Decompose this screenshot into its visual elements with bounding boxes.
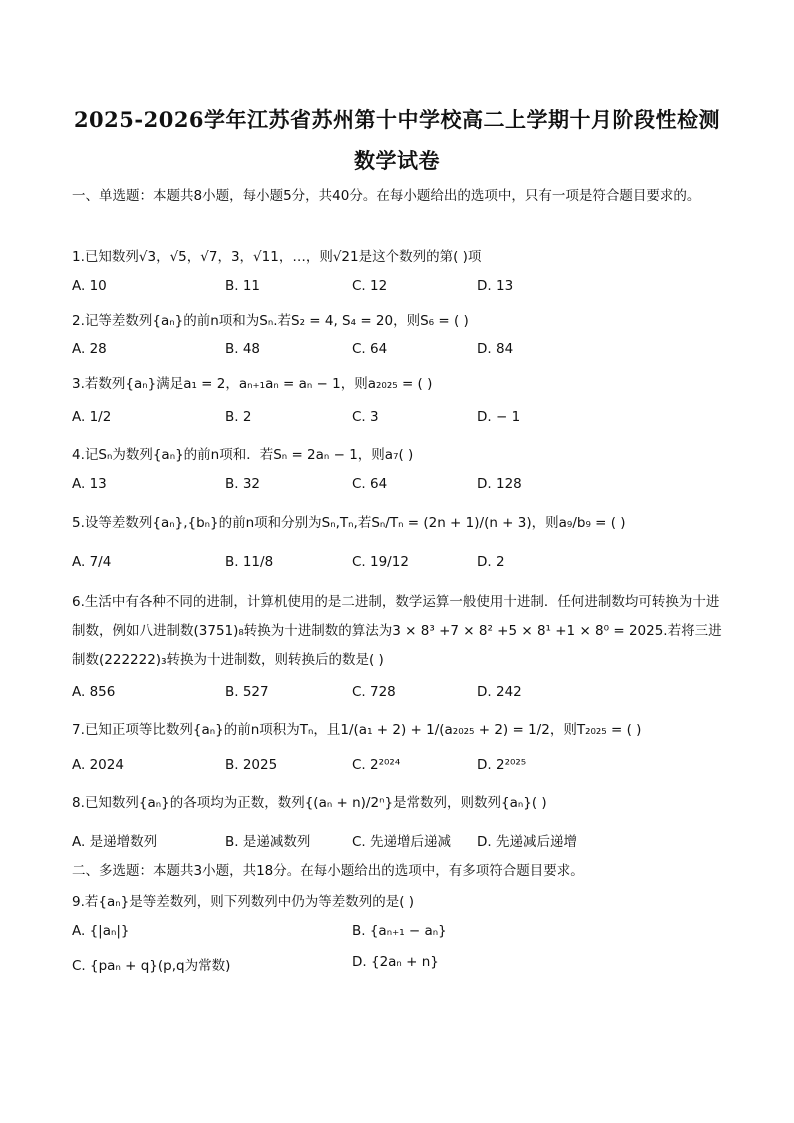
question-3-options (72, 409, 732, 431)
option-a: A. 是递增数列 (72, 834, 158, 850)
option-c: C. 3 (352, 409, 379, 425)
option-b: B. 11/8 (225, 554, 274, 570)
option-a: A. {|aₙ|} (72, 923, 130, 939)
option-d: D. 84 (477, 341, 514, 357)
option-c: C. 先递增后递减 (352, 834, 452, 850)
question-4-stem: 4.记Sₙ为数列{aₙ}的前n项和．若Sₙ = 2aₙ − 1，则a₇( ) (72, 447, 414, 463)
question-2-stem: 2.记等差数列{aₙ}的前n项和为Sₙ.若S₂ = 4, S₄ = 20，则S₆ = ( ) (72, 313, 469, 329)
question-2-options (72, 341, 732, 363)
section-2-heading: 二、多选题：本题共3小题，共18分。在每小题给出的选项中，有多项符合题目要求。 (72, 863, 584, 879)
option-b: B. 48 (225, 341, 261, 357)
question-8-options (72, 830, 732, 852)
option-c: C. 12 (352, 278, 388, 294)
option-d: D. − 1 (477, 409, 521, 425)
option-d: D. 13 (477, 278, 514, 294)
question-7-options (72, 757, 732, 779)
option-b: B. 2 (225, 409, 252, 425)
question-5-stem: 5.设等差数列{aₙ},{bₙ}的前n项和分别为Sₙ,Tₙ,若Sₙ/Tₙ = (2n + 1)/(n + 3)，则a₉/b₉ = ( ) (72, 515, 626, 531)
option-b: B. 11 (225, 278, 261, 294)
option-d: D. 242 (477, 684, 522, 700)
question-3-stem: 3.若数列{aₙ}满足a₁ = 2，aₙ₊₁aₙ = aₙ − 1，则a₂₀₂₅ = ( ) (72, 376, 433, 392)
exam-title: 2025-2026学年江苏省苏州第十中学校高二上学期十月阶段性检测 (73, 107, 721, 132)
option-a: A. 7/4 (72, 554, 112, 570)
section-1-heading: 一、单选题：本题共8小题，每小题5分，共40分。在每小题给出的选项中，只有一项是符合题目要求的。 (72, 188, 701, 204)
option-c: C. 2²⁰²⁴ (352, 757, 401, 773)
option-c: C. 64 (352, 341, 388, 357)
option-b: B. 527 (225, 684, 269, 700)
option-c: C. 19/12 (352, 554, 409, 570)
question-9-options-row-1 (72, 923, 732, 945)
option-b: B. 32 (225, 476, 261, 492)
question-5-options (72, 554, 732, 576)
option-a: A. 856 (72, 684, 116, 700)
option-a: A. 2024 (72, 757, 124, 773)
option-a: A. 13 (72, 476, 107, 492)
option-d: D. 2 (477, 554, 505, 570)
option-a: A. 10 (72, 278, 107, 294)
exam-subtitle: 数学试卷 (354, 148, 440, 173)
option-c: C. 728 (352, 684, 396, 700)
option-d: D. 先递减后递增 (477, 834, 577, 850)
option-a: A. 28 (72, 341, 107, 357)
question-1-options (72, 278, 732, 300)
question-9-options-row-2 (72, 954, 732, 976)
option-d: D. 2²⁰²⁵ (477, 757, 527, 773)
question-1-stem: 1.已知数列√3，√5，√7，3，√11，…，则√21是这个数列的第( )项 (72, 249, 482, 265)
question-7-stem: 7.已知正项等比数列{aₙ}的前n项积为Tₙ，且1/(a₁ + 2) + 1/(a₂₀₂₅ + 2) = 1/2，则T₂₀₂₅ = ( ) (72, 722, 642, 738)
option-a: A. 1/2 (72, 409, 112, 425)
option-b: B. 2025 (225, 757, 278, 773)
question-8-stem: 8.已知数列{aₙ}的各项均为正数，数列{(aₙ + n)/2ⁿ}是常数列，则数列{aₙ}( ) (72, 795, 547, 811)
question-9-stem: 9.若{aₙ}是等差数列，则下列数列中仍为等差数列的是( ) (72, 894, 415, 910)
option-c: C. 64 (352, 476, 388, 492)
option-c: C. {paₙ + q}(p,q为常数) (72, 958, 231, 974)
option-b: B. 是递减数列 (225, 834, 311, 850)
question-6-options (72, 684, 732, 706)
option-d: D. 128 (477, 476, 522, 492)
option-b: B. {aₙ₊₁ − aₙ} (352, 923, 447, 939)
question-6-stem: 6.生活中有各种不同的进制，计算机使用的是二进制，数学运算一般使用十进制．任何进制数均可转换为十进制数，例如八进制数(3751)₈转换为十进制数的算法为3 × 8³ +7 × 8² +5 × 8¹ +1 × 8⁰ = 2025.若将三进制数(222222)₃转换为十进制数，则转换后的数是( ) (72, 594, 722, 668)
question-4-options (72, 476, 732, 498)
option-d: D. {2aₙ + n} (352, 954, 439, 970)
